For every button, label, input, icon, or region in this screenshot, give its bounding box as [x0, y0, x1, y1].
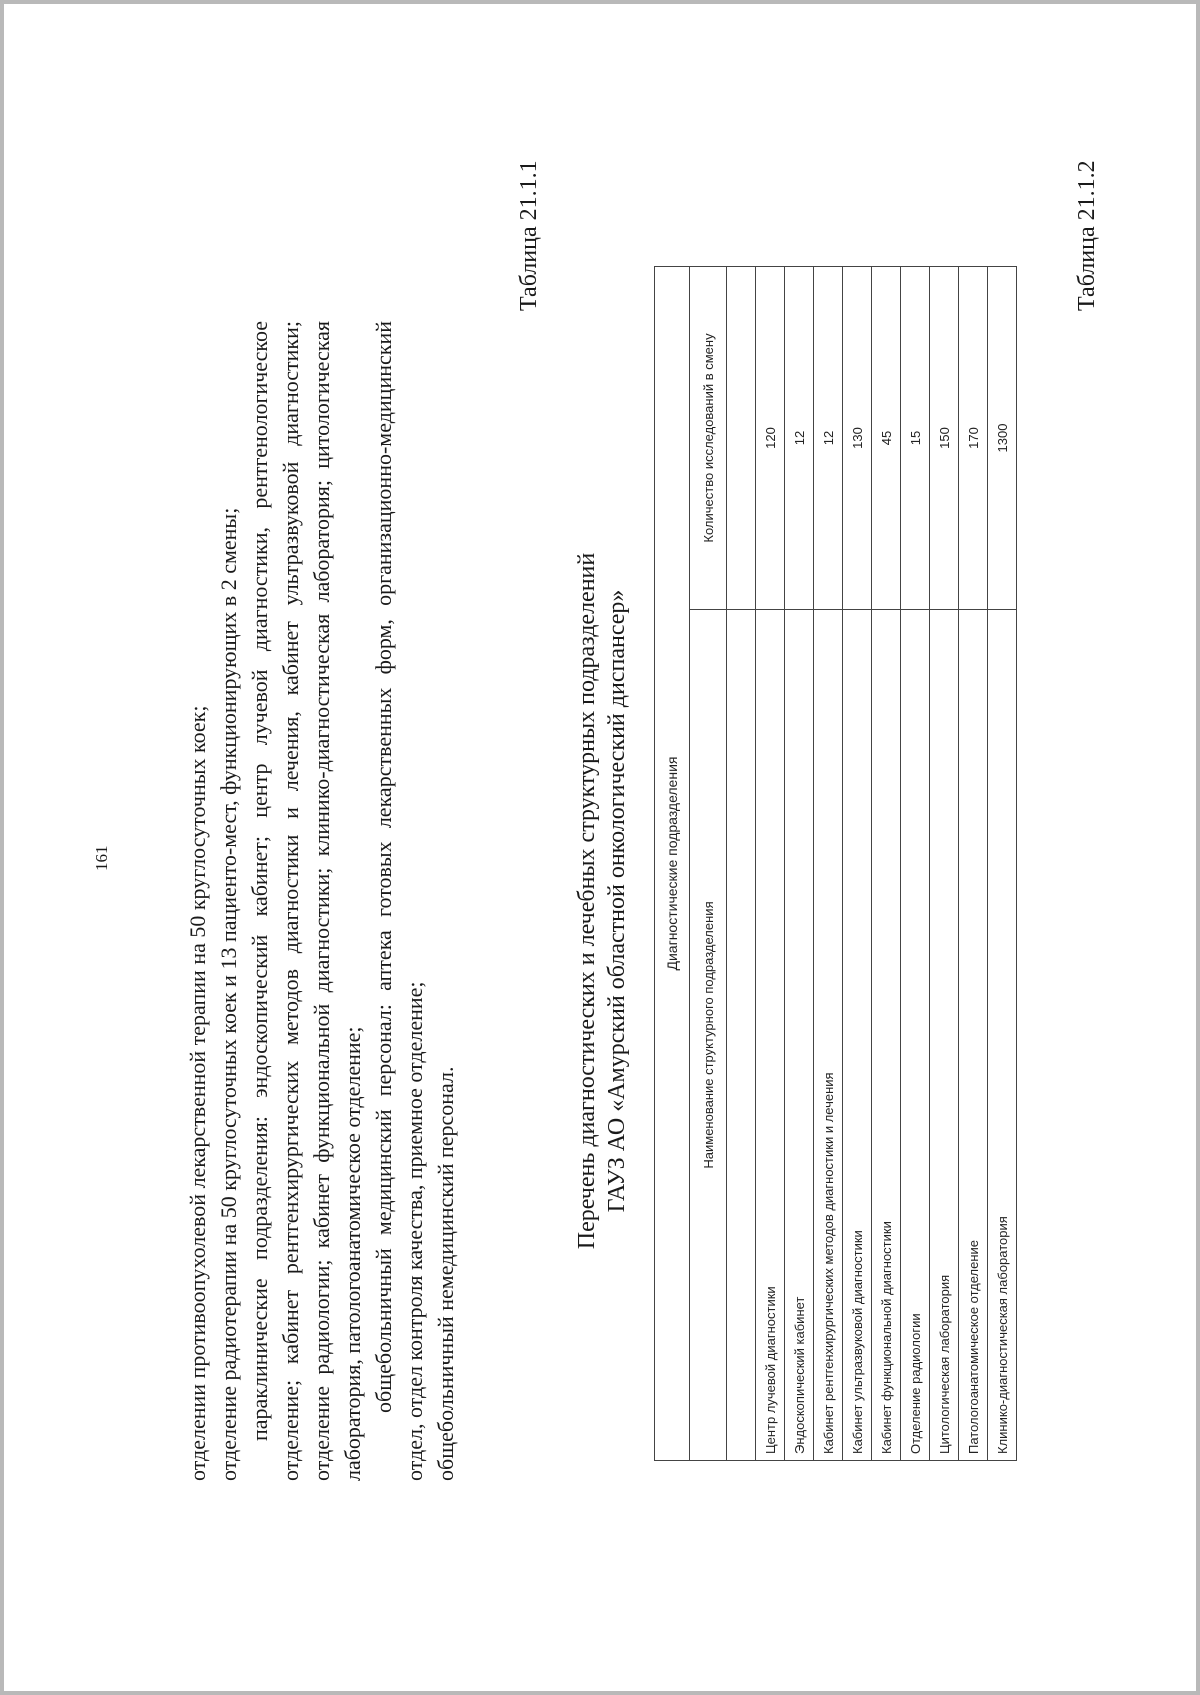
table-cell-count	[727, 267, 756, 610]
table-cell-name: Кабинет функциональной диагностики	[872, 610, 901, 1461]
table-row	[988, 267, 1017, 1461]
table-cell-count: 12	[785, 267, 814, 610]
table-row	[727, 267, 756, 1461]
table-title-line: ГАУЗ АО «Амурский областной онкологический диспансер»	[604, 589, 630, 1213]
table-cell-name: Центр лучевой диагностики	[756, 610, 785, 1461]
table-cell-count: 45	[872, 267, 901, 610]
table-caption: Таблица 21.1.2	[1074, 160, 1100, 311]
rotated-page-content	[4, 4, 1196, 1691]
page-number: 161	[92, 845, 111, 871]
diagnostic-units-table	[654, 266, 1017, 1461]
table-cell-count: 120	[756, 267, 785, 610]
paragraph: общебольничный медицинский персонал: аптека готовых лекарственных форм, организационно-медицинский отдел, отдел контроля качества, приемное отделение;	[371, 321, 427, 1481]
table-row	[901, 267, 930, 1461]
table-caption: Таблица 21.1.1	[516, 160, 542, 311]
table-group-header: Диагностические подразделения	[655, 267, 690, 1461]
table-cell-count: 170	[959, 267, 988, 610]
table-cell-name: Эндоскопический кабинет	[785, 610, 814, 1461]
table-cell-count: 12	[814, 267, 843, 610]
body-text	[182, 321, 461, 1481]
column-header-name: Наименование структурного подразделения	[690, 610, 727, 1461]
paragraph: общебольничный немедицинский персонал.	[433, 1066, 458, 1481]
table-cell-count: 150	[930, 267, 959, 610]
table-cell-name: Клинико-диагностическая лаборатория	[988, 610, 1017, 1461]
table-row	[872, 267, 901, 1461]
table-row	[843, 267, 872, 1461]
table-row	[785, 267, 814, 1461]
table-cell-name: Кабинет рентгенхирургических методов диагностики и лечения	[814, 610, 843, 1461]
table-title-line: Перечень диагностических и лечебных структурных подразделений	[574, 552, 600, 1250]
table-cell-name: Отделение радиологии	[901, 610, 930, 1461]
table-cell-count: 1300	[988, 267, 1017, 610]
table-row	[814, 267, 843, 1461]
column-header-count: Количество исследований в смену	[690, 267, 727, 610]
paragraph: параклинические подразделения: эндоскопический кабинет; центр лучевой диагностики, рентгенологическое отделение; кабинет рентгенхирургических методов диагностики и лечения, кабинет ультразвуковой диагностики; отделение радиологии; кабинет функциональной диагностики; клинико-диагностическая лаборатория; цитологическая лаборатория, патологоанатомическое отделение;	[247, 321, 365, 1481]
table-cell-count: 130	[843, 267, 872, 610]
table-row	[959, 267, 988, 1461]
table-cell-name: Цитологическая лаборатория	[930, 610, 959, 1461]
table-row	[930, 267, 959, 1461]
table-cell-name: Кабинет ультразвуковой диагностики	[843, 610, 872, 1461]
paragraph: отделение радиотерапии на 50 круглосуточных коек и 13 пациенто-мест, функционирующих в 2 смены;	[216, 507, 241, 1481]
table-cell-name	[727, 610, 756, 1461]
paragraph: отделении противоопухолевой лекарственной терапии на 50 круглосуточных коек;	[185, 705, 210, 1481]
table-cell-count: 15	[901, 267, 930, 610]
table-cell-name: Патологоанатомическое отделение	[959, 610, 988, 1461]
table-title	[572, 321, 632, 1481]
document-page	[4, 4, 1196, 1691]
table-row	[756, 267, 785, 1461]
